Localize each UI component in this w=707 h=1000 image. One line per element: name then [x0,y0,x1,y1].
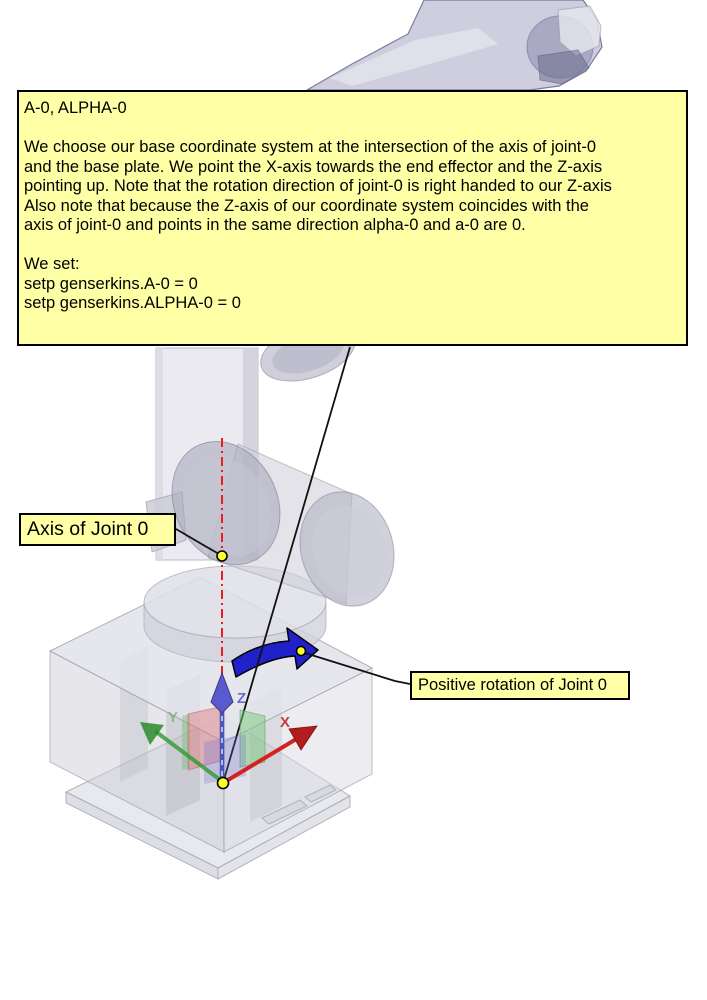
note-setp-line: setp genserkins.A-0 = 0 [24,274,198,293]
x-axis-label: X [280,714,291,731]
origin-point-marker [218,778,229,789]
y-axis-label: Y [168,709,179,726]
rotation-arrow-point-marker [297,647,306,656]
note-body-line: axis of joint-0 and points in the same direction alpha-0 and a-0 are 0. [24,216,526,234]
note-body-line: Also note that because the Z-axis of our coordinate system coincides with the [24,196,589,215]
note-body-line: pointing up. Note that the rotation direction of joint-0 is right handed to our Z-axis [24,177,612,195]
callout-positive-rotation: Positive rotation of Joint 0 [410,671,630,700]
joint0-axis-point-marker [217,551,227,561]
note-title: A-0, ALPHA-0 [24,99,127,117]
note-blank-line [24,236,682,256]
robot-upper-arm [307,0,602,90]
xy-plane [204,734,246,784]
upper-arm-end-bracket [538,50,589,84]
note-body-line: We choose our base coordinate system at the intersection of the axis of joint-0 [24,138,597,156]
note-setp-line: setp genserkins.ALPHA-0 = 0 [24,294,241,312]
callout-axis-of-joint-0: Axis of Joint 0 [19,513,176,546]
z-axis-label: Z [237,690,247,707]
note-body-line: and the base plate. We point the X-axis towards the end effector and the Z-axis [24,157,603,176]
info-note [17,90,688,346]
note-body-line: We set: [24,255,80,273]
note-blank-line [24,119,682,139]
